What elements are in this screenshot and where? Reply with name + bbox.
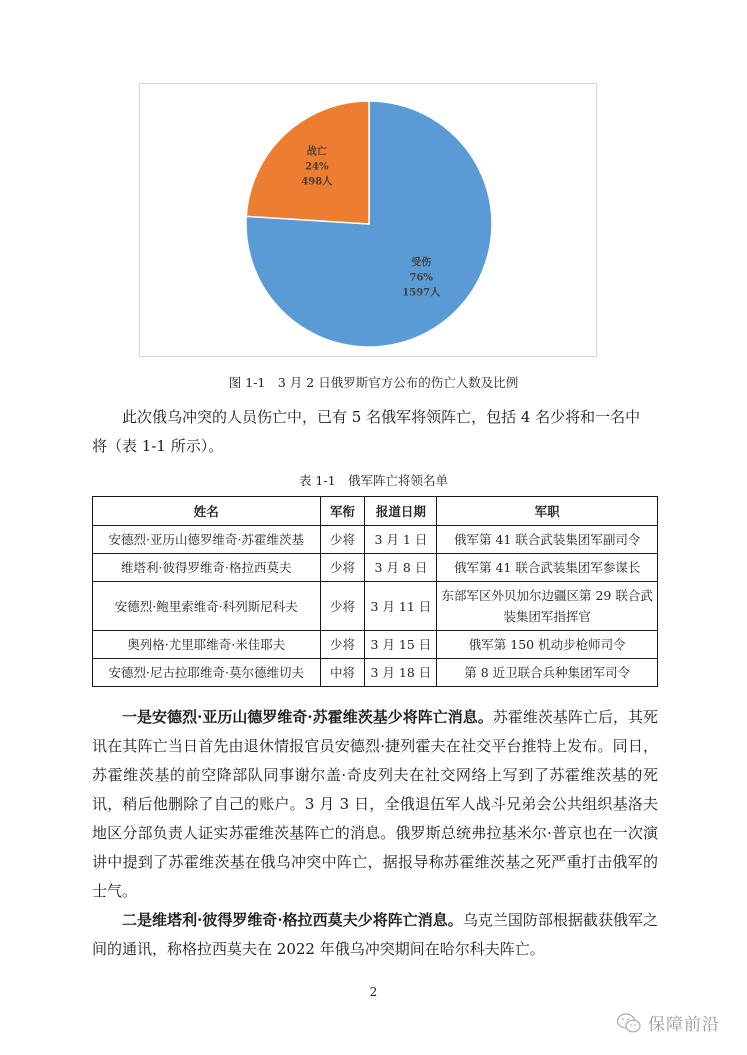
cell-rank: 少将: [320, 631, 365, 659]
table-row: [93, 582, 658, 631]
figure-caption: 图 1-1 3 月 2 日俄罗斯官方公布的伤亡人数及比例: [228, 375, 519, 390]
intro-paragraph: [92, 403, 658, 461]
generals-table: [92, 496, 658, 687]
cell-name: 维塔利·彼得罗维奇·格拉西莫夫: [93, 554, 321, 582]
cell-rank: 少将: [320, 526, 365, 554]
pie-chart-frame: [139, 83, 597, 357]
cell-rank: 中将: [320, 659, 365, 687]
pie-label-percent: 24%: [305, 161, 329, 173]
table-header-row: [93, 497, 658, 526]
header-rank: 军衔: [320, 497, 365, 526]
pie-label-count: 498人: [301, 176, 333, 188]
cell-date: 3 月 15 日: [365, 631, 437, 659]
cell-name: 奥列格·尤里耶维奇·米佳耶夫: [93, 631, 321, 659]
header-position: 军职: [437, 497, 658, 526]
cell-position: 第 8 近卫联合兵种集团军司令: [437, 659, 658, 687]
header-date: 报道日期: [365, 497, 437, 526]
table-caption: 表 1-1 俄军阵亡将领名单: [298, 473, 449, 488]
cell-name: 安德烈·尼古拉耶维奇·莫尔德维切夫: [93, 659, 321, 687]
header-name: 姓名: [93, 497, 321, 526]
section-2-body: 乌克兰国防部根据截获俄军之间的通讯，称格拉西莫夫在 2022 年俄乌冲突期间在哈尔科夫阵亡。: [92, 911, 658, 958]
section-1-body: 苏霍维茨基阵亡后，其死讯在其阵亡当日首先由退休情报官员安德烈·捷列霍夫在社交平台推特上发布。同日，苏霍维茨基的前空降部队同事谢尔盖·奇皮列夫在社交网络上写到了苏霍维茨基的死讯，稍后他删除了自己的账户。3 月 3 日，全俄退伍军人战斗兄弟会公共组织基洛夫地区分部负责人证实苏霍维茨基阵亡的消息。俄罗斯总统弗拉基米尔·普京也在一次演讲中提到了苏霍维茨基在俄乌冲突中阵亡，据报导称苏霍维茨基之死严重打击俄军的士气。: [92, 708, 658, 900]
cell-date: 3 月 18 日: [365, 659, 437, 687]
table-row: [93, 659, 658, 687]
pie-label-count: 1597人: [402, 287, 441, 299]
cell-name: 安德烈·鲍里索维奇·科列斯尼科夫: [93, 582, 321, 631]
pie-chart: [140, 84, 596, 356]
cell-position: 东部军区外贝加尔边疆区第 29 联合武装集团军指挥官: [437, 582, 658, 631]
pie-label-name: 受伤: [411, 257, 432, 269]
section-2-paragraph: [92, 906, 658, 964]
intro-line-2: 将（表 1-1 所示）。: [92, 437, 224, 455]
cell-position: 俄军第 150 机动步枪师司令: [437, 631, 658, 659]
cell-position: 俄军第 41 联合武装集团军副司令: [437, 526, 658, 554]
table-row: [93, 554, 658, 582]
cell-rank: 少将: [320, 582, 365, 631]
section-2-heading: 二是维塔利·彼得罗维奇·格拉西莫夫少将阵亡消息。: [122, 911, 463, 929]
watermark: [616, 1010, 720, 1035]
cell-date: 3 月 8 日: [365, 554, 437, 582]
pie-label-name: 战亡: [306, 146, 327, 158]
table-row: [93, 631, 658, 659]
cell-date: 3 月 1 日: [365, 526, 437, 554]
cell-position: 俄军第 41 联合武装集团军参谋长: [437, 554, 658, 582]
pie-label-percent: 76%: [409, 272, 433, 284]
cell-name: 安德烈·亚历山德罗维奇·苏霍维茨基: [93, 526, 321, 554]
section-1-heading: 一是安德烈·亚历山德罗维奇·苏霍维茨基少将阵亡消息。: [122, 708, 493, 726]
cell-date: 3 月 11 日: [365, 582, 437, 631]
section-1-paragraph: [92, 703, 658, 906]
intro-line-1: 此次俄乌冲突的人员伤亡中，已有 5 名俄军将领阵亡，包括 4 名少将和一名中: [122, 408, 641, 426]
page-number: 2: [369, 985, 378, 999]
watermark-text: 保障前沿: [648, 1015, 720, 1035]
table-row: [93, 526, 658, 554]
wechat-icon: [616, 1012, 642, 1034]
cell-rank: 少将: [320, 554, 365, 582]
